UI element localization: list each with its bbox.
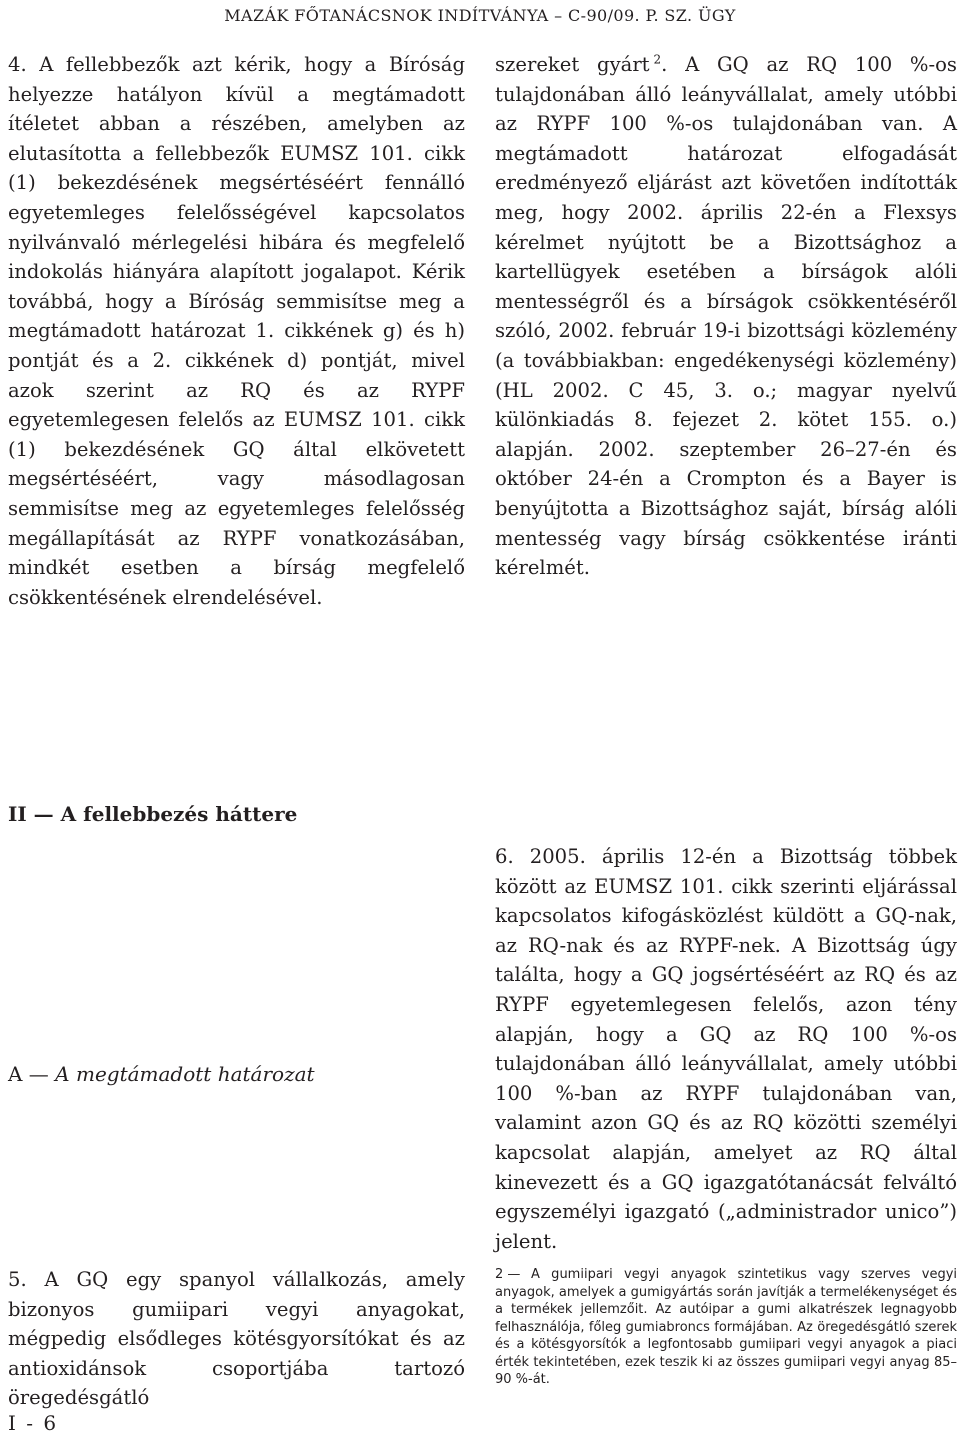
subsection-title: A megtámadott határozat [55, 1062, 315, 1086]
paragraph-text: szereket gyárt [495, 53, 650, 76]
paragraph-6 [495, 842, 957, 1256]
paragraph-5-continued [495, 50, 957, 583]
paragraph-number: 6. [495, 845, 514, 868]
footnote [495, 1266, 957, 1389]
footnote-text: A gumiipari vegyi anyagok szintetikus vagy szerves vegyi anyagok, amelyek a gumigyártás során javítják a termelékenységet és a termékek jellemzőit. Az autóipar a gumi alkatrészek legnagyobb felhasználója, főleg gumiabroncs formájában. Az öregedésgátló szerek és a kötésgyorsítók a legfontosabb gumiipari vegyi anyagok a piaci érték tekintetében, ezek teszik ki az összes gumiipari vegyi anyag 85–90 %-át. [495, 1267, 957, 1387]
footnote-reference: 2 [653, 52, 662, 67]
section-heading: II — A fellebbezés háttere [8, 802, 298, 826]
paragraph-5 [8, 1265, 465, 1413]
paragraph-number: 4. [8, 53, 27, 76]
running-header: MAZÁK FŐTANÁCSNOK INDÍTVÁNYA – C-90/09. P. SZ. ÜGY [224, 6, 736, 25]
page-number: I - 6 [8, 1411, 59, 1435]
paragraph-number: 5. [8, 1268, 27, 1291]
paragraph-text: A fellebbezők azt kérik, hogy a Bíróság helyezze hatályon kívül a megtámadott ítéletet abban a részében, amelyben az elutasította a fellebbezők EUMSZ 101. cikk (1) bekezdésének megsértéséért fennálló egyetemleges felelősségével kapcsolatos nyilvánvaló mérlegelési hibára és megfelelő indokolás hiányára alapított jogalapot. Kérik továbbá, hogy a Bíróság semmisítse meg a megtámadott határozat 1. cikkének g) és h) pontját és a 2. cikkének d) pontját, mivel azok szerint az RQ és az RYPF egyetemlegesen felelős az EUMSZ 101. cikk (1) bekezdésének GQ által elkövetett megsértéséért, vagy másodlagosan semmisítse meg az egyetemleges felelősség megállapítását az RYPF vonatkozásában, mindkét esetben a bírság megfelelő csökkentésének elrendelésével. [8, 53, 465, 609]
paragraph-text: . A GQ az RQ 100 %-os tulajdonában álló leányvállalat, amely utóbbi az RYPF 100 %-os tulajdonában van. A megtámadott határozat elfogadását eredményező eljárást azt követően indították meg, hogy 2002. április 22-én a Flexsys kérelmet nyújtott be a Bizottsághoz a kartellügyek esetében a bírságok alóli mentességről és a bírságok csökkentéséről szóló, 2002. február 19-i bizottsági közlemény (a továbbiakban: engedékenységi közlemény) (HL 2002. C 45, 3. o.; magyar nyelvű különkiadás 8. fejezet 2. kötet 155. o.) alapján. 2002. szeptember 26–27-én és október 24-én a Crompton és a Bayer is benyújtotta a Bizottsághoz saját, bírság alóli mentesség vagy bírság csökkentése iránti kérelmét. [495, 53, 957, 580]
paragraph-4 [8, 50, 465, 612]
footnote-number: 2 — [495, 1267, 521, 1282]
subsection-heading [8, 1062, 315, 1086]
paragraph-text: 2005. április 12-én a Bizottság többek között az EUMSZ 101. cikk szerinti eljárással kapcsolatos kifogásközlést küldött a GQ-nak, az RQ-nak és az RYPF-nek. A Bizottság úgy találta, hogy a GQ jogsértéséért az RQ és az RYPF egyetemlegesen felelős, azon tény alapján, hogy a GQ az RQ 100 %-os tulajdonában álló leányvállalat, amely utóbbi 100 %-ban az RYPF tulajdonában van, valamint azon GQ és az RQ közötti személyi kapcsolat alapján, amelyet az RQ által kinevezett és a GQ igazgatótanácsát felváltó egyszemélyi igazgató („administrador unico”) jelent. [495, 845, 957, 1253]
paragraph-text: A GQ egy spanyol vállalkozás, amely bizonyos gumiipari vegyi anyagokat, mégpedig elsődleges kötésgyorsítókat és az antioxidánsok csoportjába tartozó öregedésgátló [8, 1268, 465, 1410]
subsection-prefix: A — [8, 1062, 56, 1086]
